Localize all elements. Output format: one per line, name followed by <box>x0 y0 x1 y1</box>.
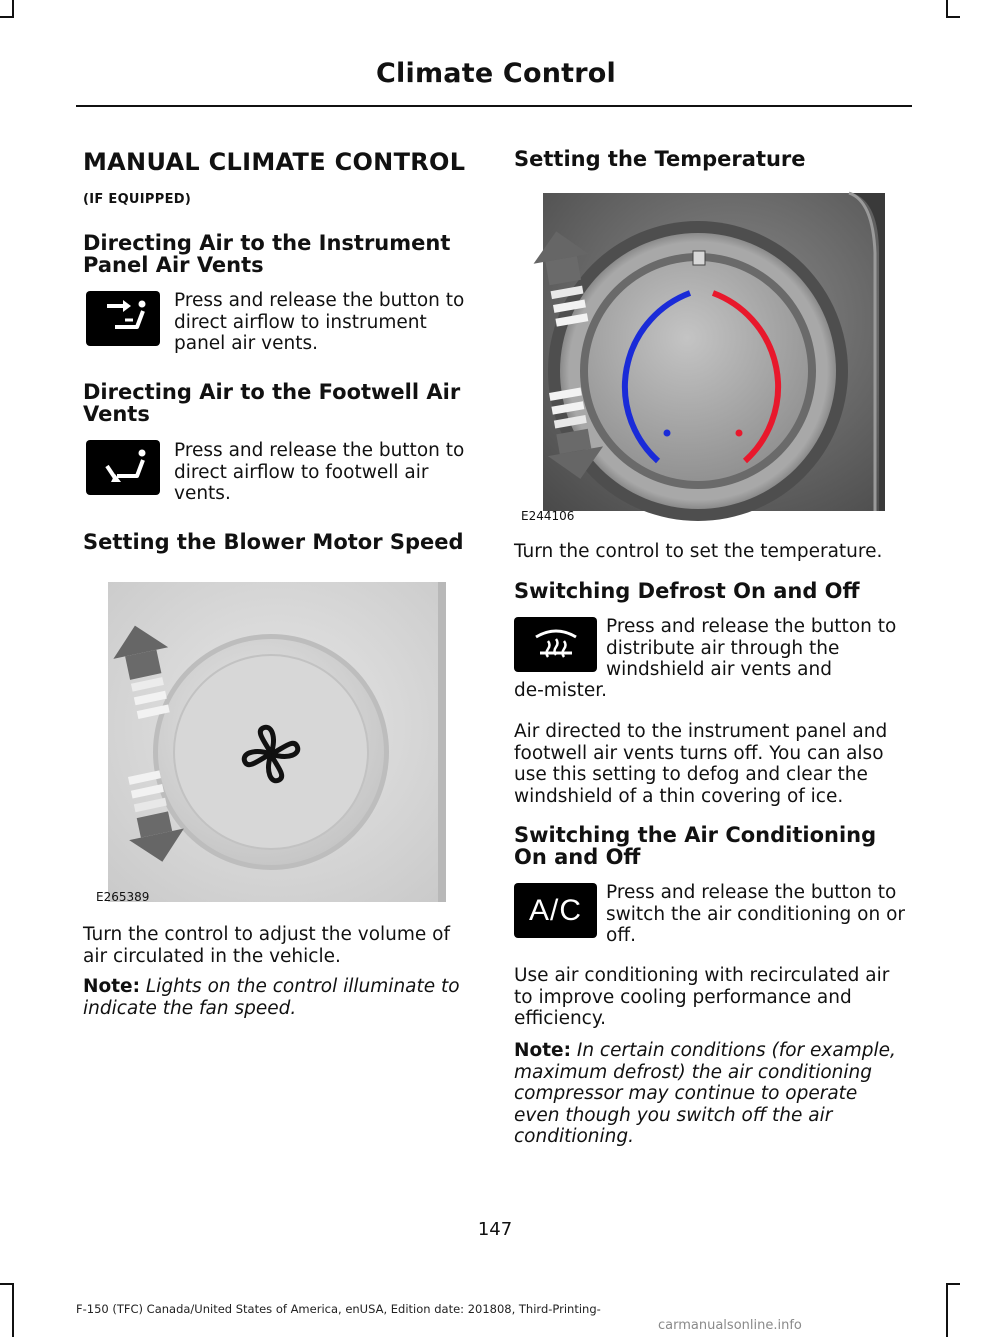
temperature-text: Turn the control to set the temperature. <box>514 541 883 562</box>
defrost-heading: Switching Defrost On and Off <box>514 579 860 603</box>
defrost-icon <box>514 617 597 672</box>
blower-heading: Setting the Blower Motor Speed <box>83 530 464 554</box>
defrost-text-2: Air directed to the instrument panel and footwell air vents turns off. You can also use this setting to defog and clear the windshield of a thin covering of ice. <box>514 721 888 807</box>
panel-vents-text: Press and release the button to direct airflow to instrument panel air vents. <box>174 290 465 354</box>
panel-vents-heading: Directing Air to the Instrument Panel Air Vents <box>83 231 451 277</box>
header-rule <box>76 105 912 107</box>
crop-mark <box>946 1283 960 1285</box>
footer-text: F-150 (TFC) Canada/United States of America, enUSA, Edition date: 201808, Third-Printing- <box>76 1302 601 1316</box>
crop-mark <box>0 1283 14 1285</box>
crop-mark <box>946 1283 948 1337</box>
ac-icon-label: A/C <box>528 893 582 927</box>
panel-vent-icon <box>86 291 160 346</box>
ac-text: Press and release the button to switch the air conditioning on or off. <box>606 882 906 946</box>
temperature-control-figure <box>521 193 885 523</box>
blower-control-figure <box>96 582 446 904</box>
note-label: Note: <box>83 976 140 997</box>
blower-text: Turn the control to adjust the volume of air circulated in the vehicle. <box>83 924 451 967</box>
figure-code: E265389 <box>96 890 150 904</box>
note-label: Note: <box>514 1040 571 1061</box>
defrost-text-wrap: de-mister. <box>514 680 608 701</box>
page-header-title: Climate Control <box>376 58 616 89</box>
ac-text-2: Use air conditioning with recirculated air to improve cooling performance and efficiency. <box>514 965 890 1029</box>
ac-icon <box>514 883 597 938</box>
footwell-vent-icon <box>86 440 160 495</box>
note-text: In certain conditions (for example, maximum defrost) the air conditioning compressor may continue to operate even though you switch off the air conditioning. <box>514 1040 896 1147</box>
blower-note <box>83 976 468 1019</box>
figure-code: E244106 <box>521 509 575 523</box>
crop-mark <box>12 1283 14 1337</box>
temperature-heading: Setting the Temperature <box>514 147 806 171</box>
footwell-vents-heading: Directing Air to the Footwell Air Vents <box>83 380 461 426</box>
if-equipped-label: (IF EQUIPPED) <box>83 192 192 207</box>
page-number: 147 <box>477 1219 513 1240</box>
ac-note <box>514 1040 908 1148</box>
crop-mark <box>946 16 960 18</box>
defrost-text: Press and release the button to distribute air through the windshield air vents and <box>606 616 897 680</box>
left-column <box>83 148 473 207</box>
watermark: carmanualsonline.info <box>658 1318 802 1333</box>
crop-mark <box>0 16 14 18</box>
section-heading: MANUAL CLIMATE CONTROL <box>83 148 466 176</box>
footwell-vents-text: Press and release the button to direct airflow to footwell air vents. <box>174 440 465 504</box>
ac-heading: Switching the Air Conditioning On and Off <box>514 823 877 869</box>
note-text: Lights on the control illuminate to indicate the fan speed. <box>83 976 460 1019</box>
